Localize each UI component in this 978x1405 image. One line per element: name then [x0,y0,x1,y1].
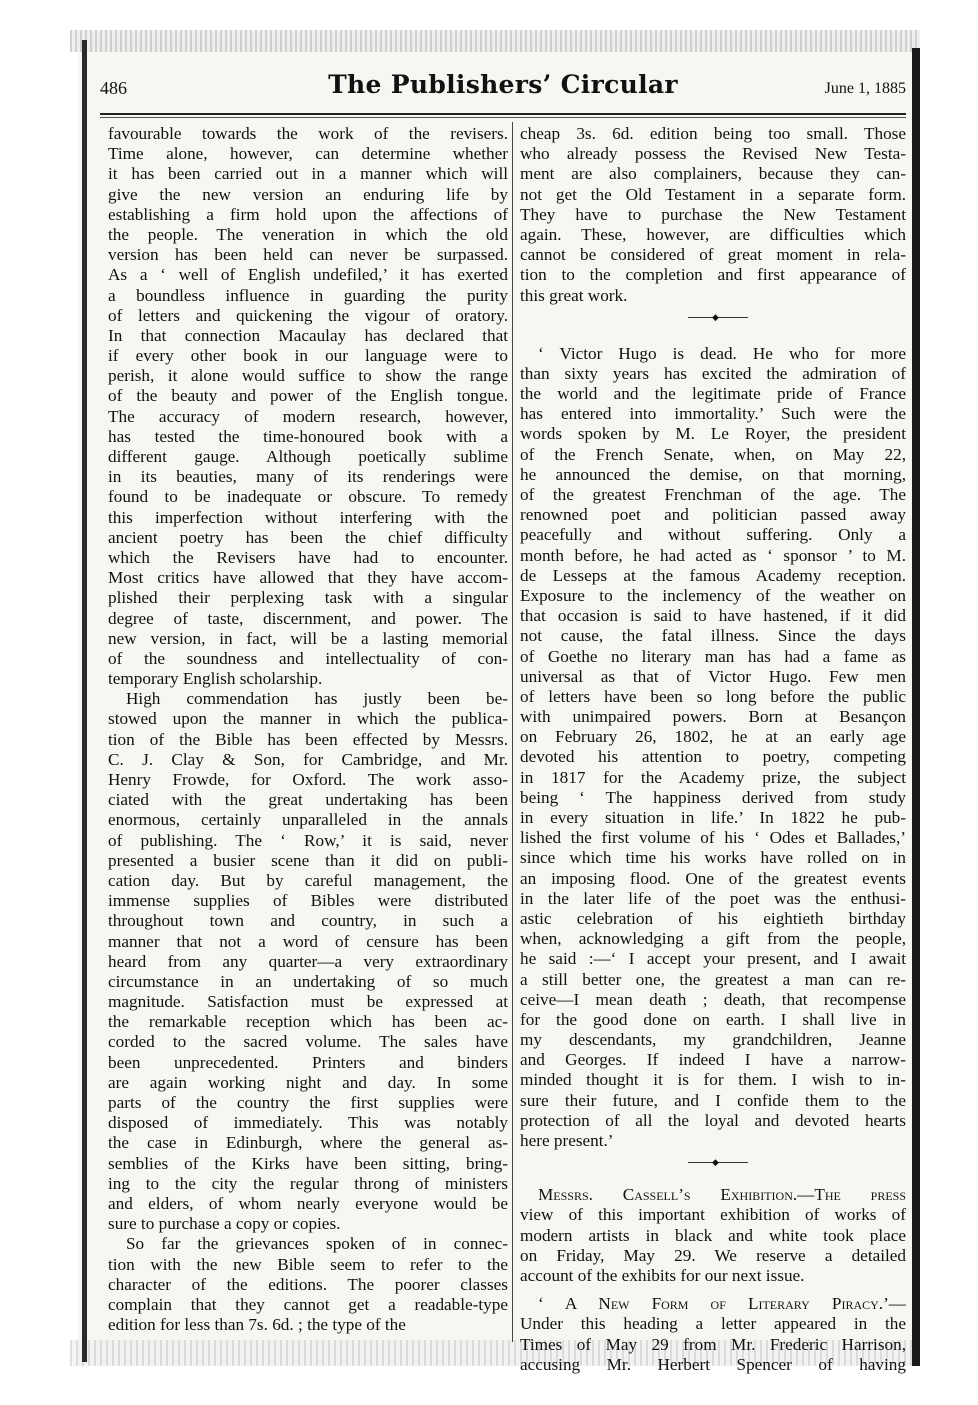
text-line: sure to purchase a copy or copies. [108,1214,341,1234]
text-line: found to be inadequate or obscure. To remedy [108,487,508,507]
text-line: complain that they cannot get a readable-type [108,1294,508,1314]
text-line: this great work. [520,285,628,305]
right-border [912,48,920,1366]
header-rule [100,113,906,115]
text-line: immense supplies of Bibles were distributed [108,891,508,911]
text-line: enormous, certainly unparalleled in the annals [108,810,508,830]
text-line: a still better one, the greatest a man can re- [520,969,906,989]
text-line: month before, he had acted as ‘ sponsor ’ to M. [520,545,906,565]
cassell-exhibition-article [520,1185,906,1286]
text-line: an imposing flood. One of the greatest events [520,868,906,888]
scan-top-edge [70,30,920,52]
page-title: The Publishers’ Circular [328,70,678,99]
text-line: it has been carried out in a manner which will [108,164,508,184]
text-line: of publishing. The ‘ Row,’ it is said, never [108,830,508,850]
text-line: ing to the city the regular throng of ministers [108,1173,508,1193]
text-line: minded thought it is for them. I wish to in- [520,1070,906,1090]
left-border [82,40,87,1362]
text-line: being ‘ The happiness derived from study [520,787,906,807]
text-line: has tested the time-honoured book with a [108,426,508,446]
text-line: when, acknowledging a gift from the people, [520,929,906,949]
text-line: are again working night and day. In some [108,1072,508,1092]
text-line: astic celebration of his eightieth birthday [520,908,906,928]
text-line: than sixty years has excited the admiration of [520,363,906,383]
text-line: renowned poet and politician passed away [520,505,906,525]
text-line: and Georges. If indeed I have a narrow- [520,1050,906,1070]
text-line: In that connection Macaulay has declared that [108,325,508,345]
text-line: the remarkable reception which has been ac- [108,1012,508,1032]
text-line: ceive—I mean death ; death, that recompense [520,989,906,1009]
text-line: degree of taste, discernment, and power. The [108,608,508,628]
text-line: tion with the new Bible seem to refer to the [108,1254,508,1274]
text-line: ment are also complainers, because they can- [520,164,906,184]
text-line: High commendation has justly been be- [126,689,508,709]
text-line: peacefully and without suffering. Only a [520,525,906,545]
text-line: corded to the sacred volume. The sales have [108,1032,508,1052]
text-line: not cause, the fatal illness. Since the days [520,626,906,646]
text-line: words spoken by M. Le Royer, the president [520,424,906,444]
text-line: protection of all the loyal and devoted hearts [520,1110,906,1130]
text-line: this imperfection without interfering with the [108,507,508,527]
text-line: and elders, of whom nearly everyone would be [108,1193,508,1213]
text-line: the people. The veneration in which the old [108,224,508,244]
text-line: C. J. Clay & Son, for Cambridge, and Mr. [108,749,508,769]
text-line: favourable towards the work of the revisers. [108,124,508,143]
text-line: disposed of immediately. This was notably [108,1113,508,1133]
page-header [100,70,906,110]
column-divider [512,122,513,1342]
text-line: a boundless influence in guarding the purity [108,285,508,305]
text-line: So far the grievances spoken of in connec- [126,1234,508,1254]
text-line: devoted his attention to poetry, competing [520,747,906,767]
text-line: tion of the Bible has been effected by Messrs. [108,729,508,749]
text-line: de Lesseps at the famous Academy reception. [520,565,906,585]
text-line: ancient poetry has been the chief difficulty [108,527,508,547]
victor-hugo-article [520,344,906,1152]
text-line: circumstance in an undertaking of so much [108,971,508,991]
text-line: in every situation in life.’ In 1822 he pub- [520,808,906,827]
text-line: in 1817 for the Academy prize, the subject [520,767,906,787]
text-line: view of this important exhibition of works of [520,1205,906,1225]
text-line: cannot be considered of great moment in rela- [520,245,906,265]
text-line: parts of the country the first supplies were [108,1093,508,1112]
text-line: the case in Edinburgh, where the general as- [108,1133,508,1153]
text-line: been unprecedented. Printers and binders [108,1052,508,1072]
text-line: cheap 3s. 6d. edition being too small. Those [520,124,906,143]
text-line: give the new version an enduring life by [108,184,508,204]
text-line: of the soundness and intellectuality of con- [108,648,508,668]
text-line: of the beauty and power of the English tongue. [108,386,508,406]
text-line: magnitude. Satisfaction must be expressed at [108,992,508,1012]
literary-piracy-article [520,1294,906,1375]
text-line: new version, in fact, will be a lasting memorial [108,628,508,648]
text-line: As a ‘ well of English undefiled,’ it has exerted [108,265,508,285]
text-line: Times of May 29 from Mr. Frederic Harrison, [520,1334,906,1354]
text-line: presented a busier scene than it did on publi- [108,850,508,870]
text-line: ciated with the great undertaking has been [108,790,508,810]
text-line: which the Revisers have had to encounter. [108,547,508,567]
text-line: in the later life of the poet was the enthusi- [520,888,906,908]
text-line: in its beauties, many of its renderings were [108,467,508,487]
text-line: stowed upon the manner in which the publica- [108,709,508,729]
text-line: here present.’ [520,1131,614,1150]
text-line: of the greatest Frenchman of the age. The [520,485,906,504]
text-line: They have to purchase the New Testament [520,204,906,224]
text-line: cation day. But by careful management, the [108,870,508,890]
text-line: not get the Old Testament in a separate form. [520,184,906,204]
text-line: of letters and quickening the vigour of oratory. [108,305,508,325]
text-line: establishing a firm hold upon the affections of [108,204,508,224]
ornament-diamond-icon: ◆ [712,311,719,322]
text-line: semblies of the Kirks have been sitting, bring- [108,1153,508,1173]
left-column [108,124,508,1335]
text-line: modern artists in black and white took place [520,1225,906,1245]
text-line: ‘ A New Form of Literary Piracy.’— [538,1294,906,1314]
text-line: version has been held can never be surpassed. [108,245,508,265]
page-number: 486 [100,78,127,98]
text-line: he said :—‘ I accept your present, and I await [520,949,906,969]
text-line: Most critics have allowed that they have accom- [108,568,508,588]
text-line: Exposure to the inclemency of the weather on [520,585,906,605]
header-rule-thin [100,117,906,118]
issue-date: June 1, 1885 [824,80,906,97]
text-line: sure their future, and I confide them to the [520,1090,906,1110]
text-line: has entered into immortality.’ Such were the [520,404,906,424]
text-line: Messrs. Cassell’s Exhibition.—The press [538,1185,906,1205]
text-line: the world and the legitimate pride of France [520,384,906,404]
text-line: different gauge. Although poetically sublime [108,447,508,466]
text-line: on February 26, 1802, he at an early age [520,727,906,747]
text-line: plished their perplexing task with a singular [108,588,508,608]
text-line: Time alone, however, can determine whether [108,144,508,164]
right-column [520,124,906,1375]
text-line: that occasion is said to have hastened, if it did [520,606,906,626]
text-line: ‘ Victor Hugo is dead. He who for more [538,343,906,363]
revised-bible-continuation [520,124,906,306]
text-line: of letters have been so long before the public [520,686,906,706]
text-line: heard from any quarter—a very extraordinary [108,951,508,971]
text-line: temporary English scholarship. [108,669,323,689]
text-line: of the French Senate, when, on May 22, [520,444,906,464]
text-line: who already possess the Revised New Testa- [520,144,906,164]
text-line: if every other book in our language were to [108,346,508,366]
text-line: manner that not a word of censure has been [108,931,508,951]
text-line: accusing Mr. Herbert Spencer of having [520,1354,906,1374]
text-line: since which time his works have rolled on in [520,848,906,868]
text-line: The accuracy of modern research, however, [108,406,508,426]
text-line: Under this heading a letter appeared in the [520,1314,906,1334]
ornament-diamond-icon: ◆ [712,1157,719,1168]
text-line: Henry Frowde, for Oxford. The work asso- [108,770,508,789]
text-line: account of the exhibits for our next issue. [520,1265,805,1285]
text-line: on Friday, May 29. We reserve a detailed [520,1245,906,1265]
section-ornament [520,306,906,334]
text-line: with unimpaired powers. Born at Besançon [520,707,906,727]
text-line: edition for less than 7s. 6d. ; the type of the [108,1315,406,1335]
text-line: universal as that of Victor Hugo. Few men [520,666,906,686]
text-line: for the good done on earth. I shall live in [520,1009,906,1029]
section-ornament [520,1151,906,1179]
text-line: of Goethe no literary man has had a fame as [520,646,906,666]
text-line: character of the editions. The poorer classes [108,1274,508,1294]
text-line: throughout town and country, in such a [108,911,508,931]
text-line: perish, it alone would suffice to show the range [108,366,508,386]
text-line: lished the first volume of his ‘ Odes et Ballades,’ [520,828,906,848]
text-line: he announced the demise, on that morning, [520,464,906,484]
text-line: my descendants, my grandchildren, Jeanne [520,1030,906,1050]
text-line: tion to the completion and first appearance of [520,265,906,285]
text-line: again. These, however, are difficulties which [520,224,906,244]
